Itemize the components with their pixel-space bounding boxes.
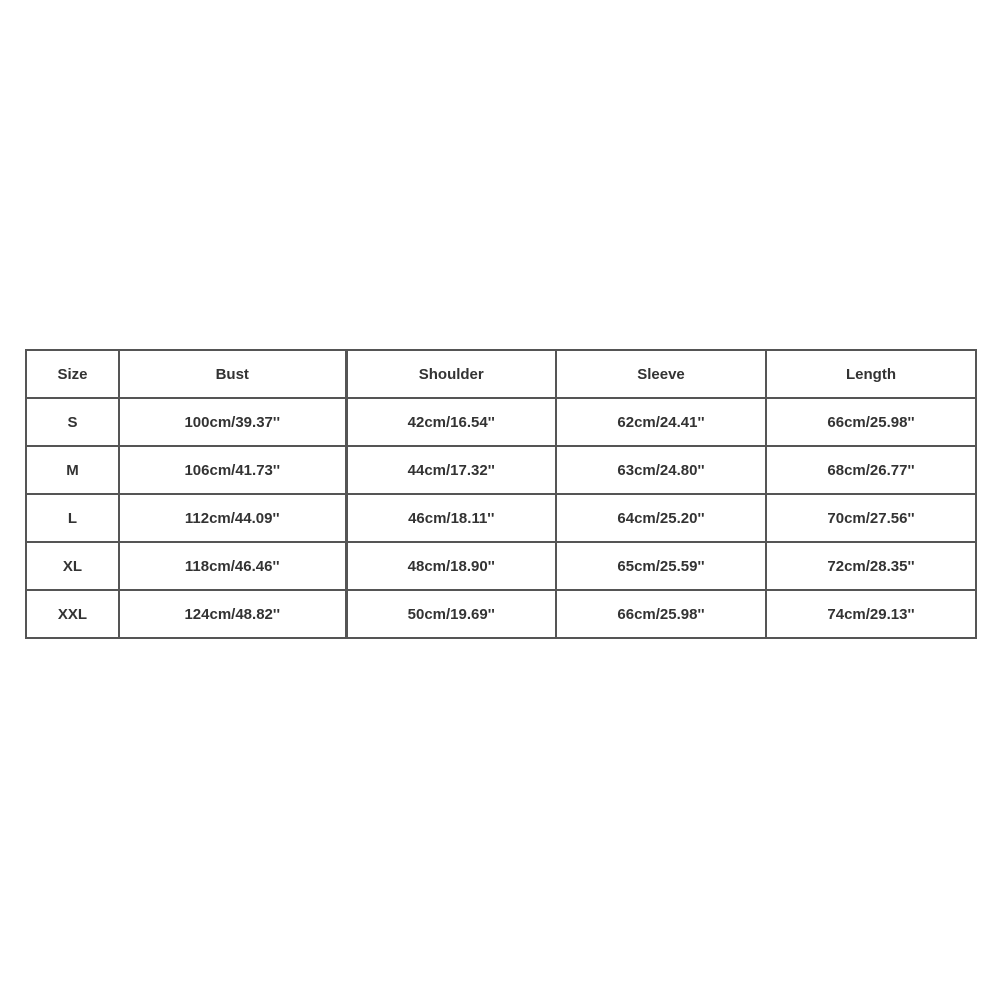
cell-bust: 112cm/44.09'' <box>119 494 346 542</box>
size-chart-table <box>25 349 977 639</box>
cell-size: M <box>26 446 119 494</box>
table-row <box>26 494 976 542</box>
cell-sleeve: 62cm/24.41'' <box>556 398 766 446</box>
table-row <box>26 446 976 494</box>
table-row <box>26 590 976 638</box>
cell-bust: 100cm/39.37'' <box>119 398 346 446</box>
cell-length: 70cm/27.56'' <box>766 494 976 542</box>
size-chart-body <box>26 398 976 638</box>
cell-sleeve: 64cm/25.20'' <box>556 494 766 542</box>
header-length: Length <box>766 350 976 398</box>
cell-bust: 118cm/46.46'' <box>119 542 346 590</box>
table-row <box>26 542 976 590</box>
cell-sleeve: 66cm/25.98'' <box>556 590 766 638</box>
cell-shoulder: 48cm/18.90'' <box>346 542 556 590</box>
cell-sleeve: 63cm/24.80'' <box>556 446 766 494</box>
cell-shoulder: 42cm/16.54'' <box>346 398 556 446</box>
cell-size: L <box>26 494 119 542</box>
cell-size: XXL <box>26 590 119 638</box>
cell-size: S <box>26 398 119 446</box>
header-row <box>26 350 976 398</box>
size-chart-header <box>26 350 976 398</box>
cell-sleeve: 65cm/25.59'' <box>556 542 766 590</box>
cell-length: 72cm/28.35'' <box>766 542 976 590</box>
header-sleeve: Sleeve <box>556 350 766 398</box>
cell-length: 74cm/29.13'' <box>766 590 976 638</box>
cell-bust: 106cm/41.73'' <box>119 446 346 494</box>
cell-shoulder: 46cm/18.11'' <box>346 494 556 542</box>
cell-size: XL <box>26 542 119 590</box>
header-bust: Bust <box>119 350 346 398</box>
cell-length: 66cm/25.98'' <box>766 398 976 446</box>
header-shoulder: Shoulder <box>346 350 556 398</box>
cell-length: 68cm/26.77'' <box>766 446 976 494</box>
cell-shoulder: 50cm/19.69'' <box>346 590 556 638</box>
table-row <box>26 398 976 446</box>
cell-bust: 124cm/48.82'' <box>119 590 346 638</box>
header-size: Size <box>26 350 119 398</box>
cell-shoulder: 44cm/17.32'' <box>346 446 556 494</box>
